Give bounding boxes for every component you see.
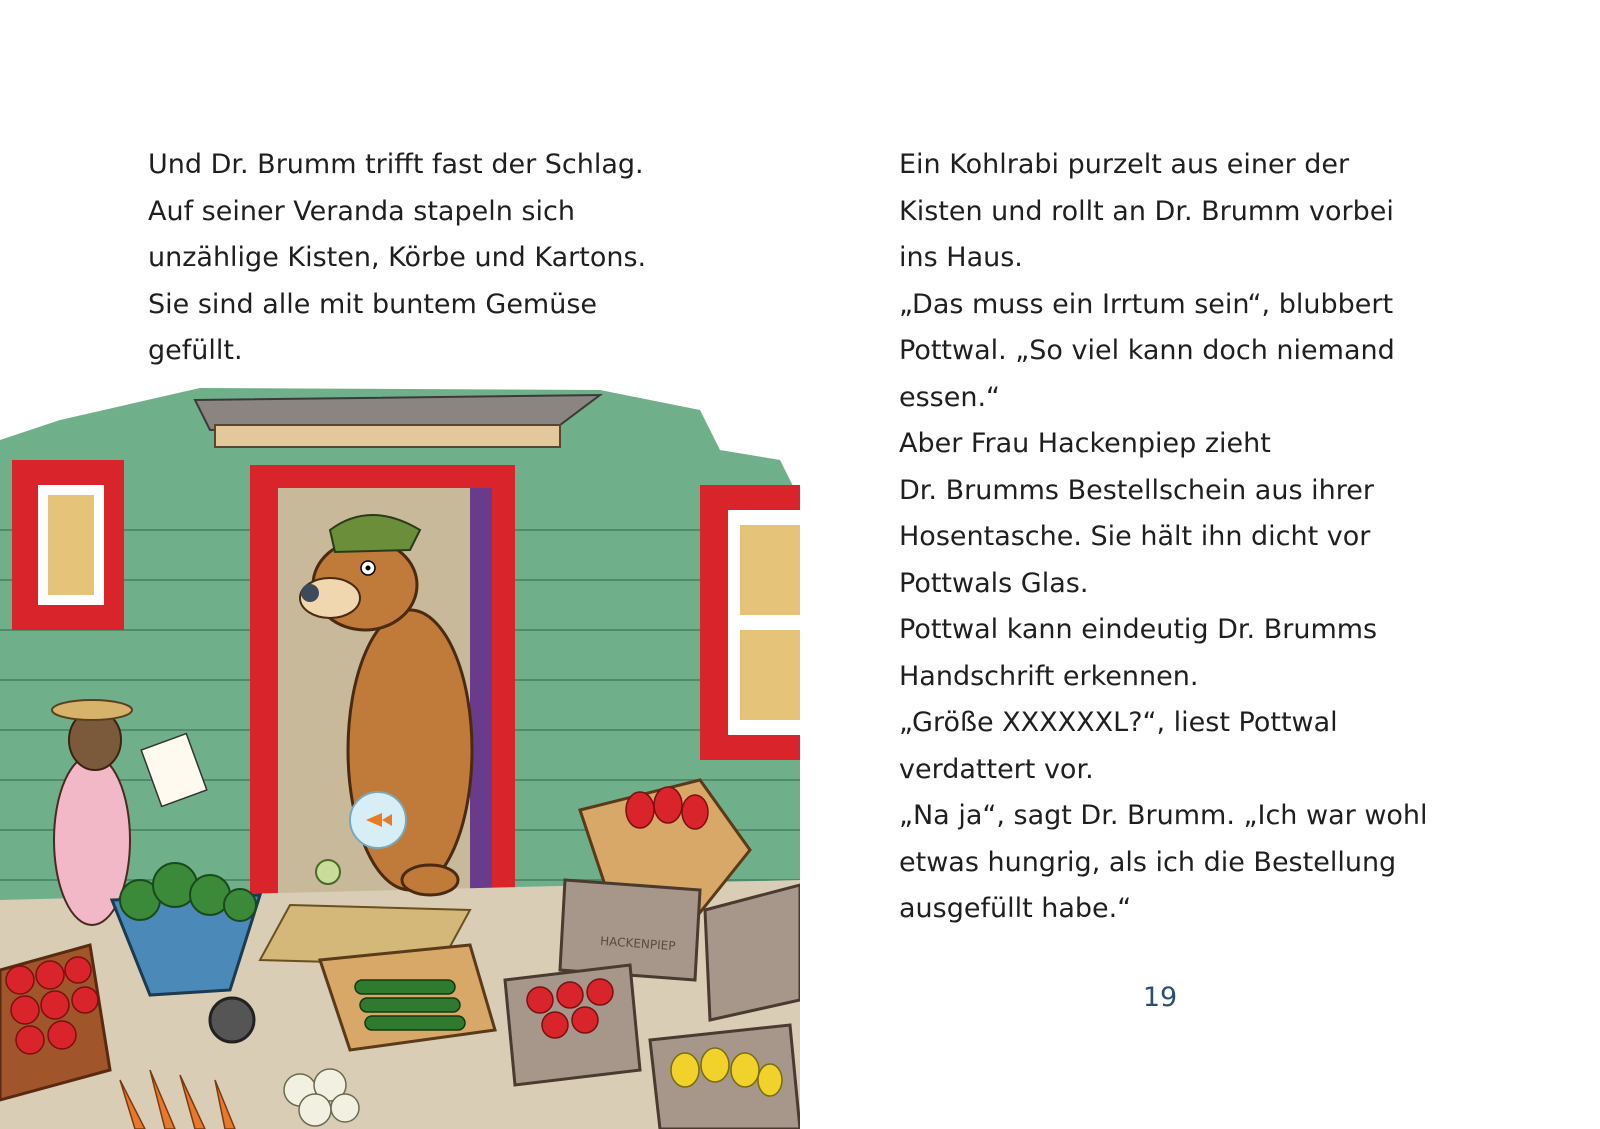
text-line: Auf seiner Veranda stapeln sich	[148, 195, 575, 227]
text-line: „Größe XXXXXXL?“, liest Pottwal	[899, 707, 1338, 738]
open-door	[470, 488, 492, 925]
cucumbers	[355, 980, 465, 1030]
text-line: verdattert vor.	[899, 753, 1094, 785]
crate-stamp: HACKENPIEP	[599, 933, 676, 954]
text-line: Dr. Brumms Bestellschein aus ihrer	[899, 474, 1374, 506]
text-line: Hosentasche. Sie hält ihn dicht vor	[899, 521, 1371, 552]
text-line: gefüllt.	[148, 335, 243, 366]
awning-beam	[215, 425, 560, 447]
text-line: Pottwal kann eindeutig Dr. Brumms	[899, 614, 1378, 645]
text-line: ins Haus.	[899, 242, 1023, 273]
left-page-text	[148, 142, 646, 375]
page-number: 19	[1142, 982, 1178, 1013]
text-line: Pottwal. „So viel kann doch niemand	[899, 335, 1395, 366]
wheelbarrow-wheel	[210, 998, 254, 1042]
right-page-text	[899, 142, 1428, 933]
text-line: „Na ja“, sagt Dr. Brumm. „Ich war wohl	[899, 800, 1428, 831]
left-window-glass	[48, 495, 94, 595]
text-line: Und Dr. Brumm trifft fast der Schlag.	[148, 149, 644, 180]
text-line: etwas hungrig, als ich die Bestellung	[899, 846, 1397, 878]
text-line: unzählige Kisten, Körbe und Kartons.	[148, 242, 647, 273]
right-window-glass-top	[740, 525, 800, 615]
fishbowl-pottwal	[350, 792, 406, 848]
text-line: Sie sind alle mit buntem Gemüse	[148, 288, 598, 320]
text-line: Handschrift erkennen.	[899, 660, 1199, 692]
green-bean-crate	[705, 885, 800, 1020]
text-line: Ein Kohlrabi purzelt aus einer der	[899, 149, 1350, 180]
text-line: ausgefüllt habe.“	[899, 893, 1132, 924]
kohlrabi	[316, 860, 340, 884]
text-line: Pottwals Glas.	[899, 567, 1089, 599]
text-line: „Das muss ein Irrtum sein“, blubbert	[899, 288, 1394, 320]
text-line: essen.“	[899, 381, 1001, 413]
veranda-illustration	[0, 380, 800, 1129]
text-line: Kisten und rollt an Dr. Brumm vorbei	[899, 195, 1394, 227]
right-window-glass-bottom	[740, 630, 800, 720]
text-line: Aber Frau Hackenpiep zieht	[899, 428, 1271, 459]
